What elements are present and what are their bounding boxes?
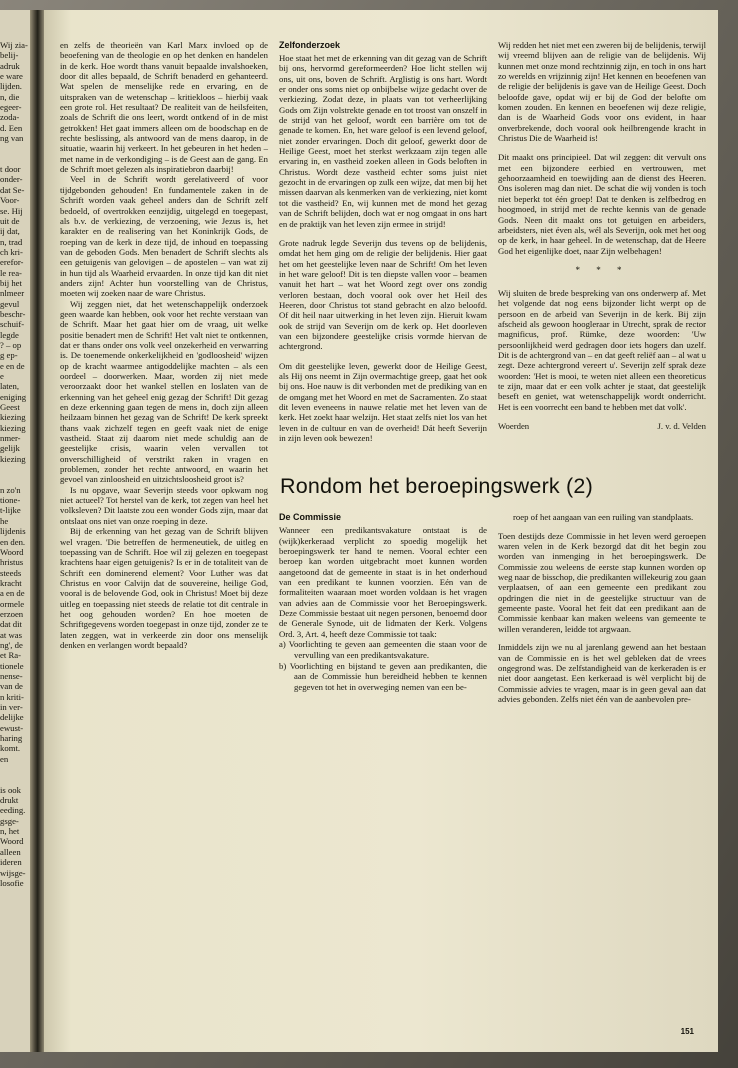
edge-text-fragment: e xyxy=(0,371,4,381)
edge-text-fragment: is ook xyxy=(0,784,21,795)
edge-text-fragment: ormele xyxy=(0,598,25,609)
page-number: 151 xyxy=(680,1027,694,1036)
edge-text-fragment: en xyxy=(0,753,9,764)
edge-text-fragment: Wij zia- xyxy=(0,40,28,50)
edge-text-fragment: a en de xyxy=(0,588,25,599)
list-item: b) Voorlichting en bijstand te geven aan predikanten, die aan de Commissie hun bereidheid hebben te kennen gegeven tot het in overweging nemen van een be- xyxy=(279,660,487,692)
section-heading-de-commissie: De Commissie xyxy=(279,512,342,523)
edge-text-fragment: ng', de xyxy=(0,639,23,650)
paragraph: Dit maakt ons principieel. Dat wil zeggen: dit vervult ons met een bijzondere eerbied en vertrouwen, met gehoorzaamheid en toewijding aan de dienst des Heeren. Ons isoleren mag dan niet. De schat die wij vonden is toch niet beperkt tot één groep! Dat te denken is zelfbedrog en hoogmoed, in strijd met de rechte kennis van de genade Gods. Neen dit maakt ons tot getuigen en arbeiders, arbeidsters, niet éven als, wél als Severijn, ook met het oog op de kerk, in haar geheel. In de wetenschap, dat de Heere God het eigenlijke doet, naar Zijn welbehagen! xyxy=(498,152,706,256)
edge-text-fragment: e en de xyxy=(0,360,25,371)
edge-text-fragment: schuif- xyxy=(0,319,25,330)
paragraph: Veel in de Schrift wordt gerelativeerd of voor tijdgebonden gehouden! En fundamentele zaken in de Schrift worden vaak geheel anders dan de Schrift zelf bedoeld, of overtrokken eenzijdig, uitgelegd en toegepast, als b.v. de verkiezing, de verzoening, wie Jezus is, het karakter en de realisering van het Koninkrijk Gods, de roeping van de kerk in deze tijd, de inhoud en toepassing van de geboden Gods. Men benadert de Schrift slechts als een getuigenis van gelovigen – de apostelen – van wat zij in hun tijd als Waarheid ervaarden. In onze tijd kan dit niet anders zijn! Achter hun voorstelling van de Christus, moeten wij zoeken naar de ware Christus. xyxy=(60,174,268,299)
edge-text-fragment: hristus xyxy=(0,557,24,568)
edge-text-fragment: legde xyxy=(0,329,19,340)
edge-text-fragment: n zo'n xyxy=(0,484,21,495)
edge-text-fragment: n, het xyxy=(0,826,20,837)
edge-text-fragment: nense- xyxy=(0,670,23,681)
edge-text-fragment: gelijk xyxy=(0,443,20,454)
article-left-intro xyxy=(279,525,487,639)
essay-column-1 xyxy=(60,40,268,704)
article-task-list xyxy=(279,639,487,692)
edge-text-fragment: beschr- xyxy=(0,308,26,319)
edge-text-fragment: le rea- xyxy=(0,267,22,278)
right-region xyxy=(279,40,706,704)
edge-text-fragment: belij- xyxy=(0,50,19,61)
edge-text-fragment: lijdenis xyxy=(0,526,26,537)
edge-text-fragment: onder- xyxy=(0,174,23,185)
edge-text-fragment: n, die xyxy=(0,91,20,102)
edge-text-fragment: alleen xyxy=(0,846,21,857)
edge-text-fragment: at was xyxy=(0,629,22,640)
edge-text-fragment: egeer- xyxy=(0,102,22,113)
paragraph: Wij redden het niet met een zweren bij de belijdenis, terwijl wij vreemd blijven aan de religie van de belijdenis. Wij kunnen met onze mond rechtzinnig zijn, en toch in ons hart zo werelds en vrijzinnig zijn! Het kennen en beoefenen van de religie der belijdenis is gave van de Heilige Geest. Doch beloofde gave, opdat wij er bij de God der belofte om komen zouden. En kennen en beoefenen wij deze religie, dan is de Waarheid Gods voor ons evident, in haar onverbrekende, doch vooral ook heilbrengende kracht in Christus Die de Waarheid is! xyxy=(498,40,706,144)
edge-text-fragment: wijsge- xyxy=(0,867,26,878)
edge-text-fragment xyxy=(0,474,28,484)
edge-text-fragment: kracht xyxy=(0,577,22,588)
edge-text-fragment: van de xyxy=(0,681,23,692)
edge-text-fragment: Woord xyxy=(0,836,24,847)
edge-text-fragment: uit de xyxy=(0,215,20,226)
edge-text-fragment: ideren xyxy=(0,857,22,868)
paragraph: roep of het aangaan van een ruiling van standplaats. xyxy=(513,512,694,523)
edge-text-fragment: dat dit xyxy=(0,619,22,630)
edge-text-fragment: Woord xyxy=(0,546,24,557)
magazine-page xyxy=(44,10,718,1052)
edge-text-fragment: e ware xyxy=(0,71,23,82)
edge-text-fragment: lijden. xyxy=(0,81,22,92)
signoff-place: Woerden xyxy=(498,421,530,431)
list-item: a) Voorlichting te geven aan gemeenten die staan voor de vervulling van een predikantsvakature. xyxy=(279,639,487,660)
edge-text-fragment: erzoen xyxy=(0,608,24,619)
paragraph: Toen destijds deze Commissie in het leven werd geroepen waren velen in de Kerk bezorgd dat dit het begin zou worden van inmenging in het beroepingswerk. De Commissie zou weleens de eerste stap kunnen worden op weg naar de bisschop, die predikanten willekeurig zou gaan verplaatsen, of aan een gemeente een predikant zou opdringen die niet in de geestelijke structuur van de gemeente paste. Vooral het feit dat een predikant aan de Commissie kenbaar kan maken weleens van gemeente te willen veranderen, leidde tot argwaan. xyxy=(498,530,706,634)
article-column-right xyxy=(498,512,706,704)
paragraph: Wanneer een predikantsvakature ontstaat is de (wijk)kerkeraad verplicht zo spoedig mogelijk het beroepingswerk ter hand te nemen. Vooral echter een beroep kan worden uitgebracht moet kunnen worden aangetoond dat de gemeente in staat is in het onderhoud van een predikant te kunnen voorzien. Eén van de formaliteiten waaraan moet worden voldaan is het vragen van advies aan de Commissie voor het Beroepingswerk. Deze Commissie bestaat uit negen personen, benoemd door de Generale Synode, uit de lidmaten der Kerk. Volgens Ord. 3, Art. 4, heeft deze Commissie tot taak: xyxy=(279,525,487,639)
paragraph: Om dit geestelijke leven, gewerkt door de Heilige Geest, als Hij ons neemt in Zijn overmachtige greep, gaat het ook bij ons. Hoe nauw is dit verbonden met de prediking van en de omgang met het Woord en met de Sacramenten. Zo staat dit leven eveneens in nauwe relatie met het leven van de kerk. Het zoekt haar welzijn. Het staat zelfs niet los van het leven in de cultuur en van de overheid! Dát heeft Severijn in zijn leven ook bewezen! xyxy=(279,360,487,444)
edge-text-fragment: t door xyxy=(0,164,21,175)
signoff-author: J. v. d. Velden xyxy=(657,421,706,431)
edge-text-fragment: erefor- xyxy=(0,257,24,268)
edge-text-fragment: kiezing xyxy=(0,422,26,433)
edge-text-fragment: se. Hij xyxy=(0,205,23,216)
edge-text-fragment: komt. xyxy=(0,743,21,754)
paragraph: en zelfs de theorieën van Karl Marx invloed op de beoefening van de theologie en op het denken en handelen in de kerk. Hoe wordt thans vanuit bepaalde invalshoeken, door dit alles bepaald, de Schrift benaderd en gehanteerd. Wat spelen de menselijke rede en ervaring, en de uitspraken van de wetenschap – kritiekloos – hierbij vaak een grote rol. Het resultaat? De realiteit van de heilsfeiten, zoals de Schrift die ons leert, wordt ontkend of in de mist getrokken! Het gaat immers alleen om de boodschap en de rechte beslissing, als antwoord van de mens daarop, in de situatie, waarin hij verkeert. In het gebeuren in het heden – met name in de verkondiging – is de Geest aan de gang. En de Schrift moet gelezen als inspiratiebron daarbij! xyxy=(60,40,268,175)
essay-column-3-text-after xyxy=(498,288,706,412)
edge-text-fragment: ng van xyxy=(0,133,24,144)
facing-page-edge xyxy=(0,10,30,1052)
edge-text-fragment: zoda- xyxy=(0,112,20,123)
edge-text-fragment: bij het xyxy=(0,277,22,288)
essay-column-2-text xyxy=(279,53,487,443)
edge-text-fragment xyxy=(0,464,28,474)
edge-text-fragment: Geest xyxy=(0,402,20,413)
edge-text-fragment: gevul xyxy=(0,298,20,309)
edge-text-fragment xyxy=(0,154,28,164)
paragraph: Wij sluiten de brede bespreking van ons onderwerp af. Met het volgende dat nog eens bijzonder licht werpt op de persoon en de arbeid van Severijn in de kerk. Bij zijn afscheid als gewoon hoogleraar in Utrecht, sprak de rector magnificus, prof. Rümke, deze woorden: 'Uw persoonlijkheid werd gedragen door iets hogers dan uzelf. Dit is de achtergrond van – en dat geeft reliëf aan – al wat u zegt. Deze achtergrond vereert u'. Severijn zelf sprak deze woorden: 'Het is mooi, te weten niet alleen een theoreticus te zijn, maar dat er een volk achter je staat, dat geestelijk beseft en geniet, wat wetenschappelijk wordt onderricht. Het is een voorrecht een band te hebben met dat volk'. xyxy=(498,287,706,412)
edge-text-fragment xyxy=(0,774,28,784)
paragraph: Hoe staat het met de erkenning van dit gezag van de Schrift bij ons, hervormd gereformeerden? Hoe licht stellen wij ons, uit ons, boven de Schrift. Arglistig is ons hart. Wordt er onder ons soms niet op onbijbelse wijze gedacht over de verkiezing. Zodat deze, in plaats van tot verheerlijking Gods om Zijn volstrekte genade en tot troost van onszelf in de strijd van het geloof, wordt een barrière om tot de genade te komen. En, het ware geloof is een levend geloof, niet zonder ervaringen. Doch dit geloof, gewerkt door de Heilige Geest, moet het sterkst werkzaam zijn tegen alle ervaring in, en vastheid zoeken alleen in Gods beloften in Christus. Wordt deze vastheid echter soms juist niet gezocht in de ervaringen op zulk een wijze, dat men bij het missen daarvan als kenmerken van de verkiezing, niet komt tot die vastheid? En, wij kunnen met de mond het gezag van de Schrift belijden, doch wat er nog omgaat in ons hart en de praktijk van het leven zijn ermee in strijd! xyxy=(279,53,487,229)
edge-text-fragment: d. Een xyxy=(0,122,23,133)
edge-text-fragment: ch kri- xyxy=(0,246,23,257)
edge-text-fragment: nmer- xyxy=(0,433,21,444)
edge-text-fragment: eeding. xyxy=(0,805,26,816)
section-heading-zelfonderzoek: Zelfonderzoek xyxy=(279,40,341,50)
edge-text-fragment: losofie xyxy=(0,877,24,888)
essay-column-3 xyxy=(498,40,706,452)
essay-column-2 xyxy=(279,40,487,452)
edge-text-fragment: tionele xyxy=(0,660,24,671)
article-title: Rondom het beroepingswerk (2) xyxy=(280,474,593,499)
edge-text-fragment: nlmeer xyxy=(0,288,25,299)
edge-text-fragment: n, trad xyxy=(0,236,23,247)
edge-text-fragment: adruk xyxy=(0,60,20,71)
edge-text-fragment: tione- xyxy=(0,495,21,506)
edge-text-fragment: ? – op xyxy=(0,339,22,350)
edge-text-fragment: ij dat, xyxy=(0,226,20,237)
edge-text-fragment xyxy=(0,764,28,774)
edge-text-fragment: steeds xyxy=(0,567,22,578)
paragraph: Grote nadruk legde Severijn dus tevens op de belijdenis, omdat het hem ging om de religie der belijdenis. Hier gaat het om het geestelijke leven naar de Schrift! Om het leven in het ware geloof! Dit is ten diepste vallen voor – beamen vanuit het hart – wat het Woord zegt over ons zondig verloren bestaan, doch vooral ook over het Heil des Heeren, door Christus tot stand gebracht en alzo beloofd. Of dit heil naar uitwerking in het leven zijn. Hieruit kwam ook de strijd van Severijn om de kerk op. Het doorleven van een bijzondere geestelijke crisis vormde hiervan de achtergrond. xyxy=(279,237,487,352)
paragraph: Bij de erkenning van het gezag van de Schrift blijven wel vragen. 'Die betreffen de hermeneutiek, de uitleg en toepassing van de Schrift. Hoe wil zij gelezen en toegepast krachtens haar eigen getuigenis? Is er in de totaliteit van de Schrift een dominerend element? Voor Luther was dat Christus en voor Calvijn dat de souvereine, heilige God, vooral is de belovende God, ook in Christus! Moet bij deze uitleg en toepassing niet steeds de relatie tot dit centrale in het oog gehouden worden? En hoe moeten de Schriftgegevens worden toegepast in onze tijd, zonder ze te laten zeggen, wat in verkeerde zin door ons menselijk denken en verlangen wordt bepaald? xyxy=(60,526,268,650)
edge-text-fragment: kiezing xyxy=(0,453,26,464)
edge-text-fragment: laten, xyxy=(0,381,20,392)
edge-text-fragment: kiezing xyxy=(0,412,26,423)
article-column-left xyxy=(279,512,487,704)
edge-text-fragment: delijke xyxy=(0,712,24,723)
page-gutter-shadow xyxy=(30,10,44,1052)
edge-text-fragment: t-lijke xyxy=(0,505,21,516)
edge-text-fragment: en den. xyxy=(0,536,26,547)
paragraph: Inmiddels zijn we nu al jarenlang gewend aan het bestaan van de Commissie en is het wel gebleken dat de vrees ongegrond was. De zelfstandigheid van de kerkeraden is er niet door aangetast. Een kerkeraad is wèl verplicht bij de Commissie advies te vragen, maar is in geen geval aan dat advies gebonden. Zelfs niet één van de aanbevolen pre- xyxy=(498,642,706,704)
paragraph: Wij zeggen niet, dat het wetenschappelijk onderzoek geen waarde kan hebben, ook voor het rechte verstaan van de Schrift. Maar het gaat hier om de vraag, uit welke positie benadert men de Schrift! Het valt niet te ontkennen, dat er thans onder ons volk veel onzekerheid en verwarring is. De toenemende onkerkelijkheid en 'godloosheid' wijzen op de kracht waarmee antigoddelijke machten – als een oordeel – doorwerken. Maar, worden zij niet mede veroorzaakt door het wankel stellen en loslaten van de erkenning van het geheel enig gezag der Schrift! Dit gezag en deze erkenning gaan tegen de mens in, doch zijn alleen heilzaam binnen het gezag van de Schrift! De kerk spreekt thans vaak zichzelf tegen en geeft vaak niet de enige vastheid. Staat zij daarom niet mede schuldig aan de geestelijke crisis, waarin velen vervallen tot onverschilligheid of verstrikt raken in vragen en problemen, zonder het rechte antwoord, en waarin het gevoel van zinloosheid en uitzichtsloosheid groot is? xyxy=(60,298,268,485)
edge-text-fragment: Voor- xyxy=(0,195,20,206)
edge-text-fragment xyxy=(0,143,28,153)
edge-text-fragment: he xyxy=(0,515,9,526)
edge-text-fragment: n kriti- xyxy=(0,691,24,702)
edge-text-fragment: et Ra- xyxy=(0,650,21,661)
asterisk-separator: * * * xyxy=(575,264,629,275)
essay-column-3-text-before xyxy=(498,40,706,256)
edge-text-fragment: g ep- xyxy=(0,350,18,361)
edge-text-fragment: drukt xyxy=(0,795,19,806)
edge-text-fragment: haring xyxy=(0,733,23,744)
signoff-line xyxy=(498,421,706,431)
paragraph: Is nu opgave, waar Severijn steeds voor opkwam nog niet actueel? Tot herstel van de kerk, tot zegen van heel het volksleven? Dit laatste zou een wonder Gods zijn, maar dat ontslaat ons niet van onze roeping in deze. xyxy=(60,484,268,526)
edge-text-fragment: eniging xyxy=(0,391,27,402)
edge-text-fragment: ewust- xyxy=(0,722,24,733)
edge-text-fragment: dat Se- xyxy=(0,184,25,195)
edge-text-fragment: gsge- xyxy=(0,815,19,826)
edge-text-fragment: in ver- xyxy=(0,702,23,712)
